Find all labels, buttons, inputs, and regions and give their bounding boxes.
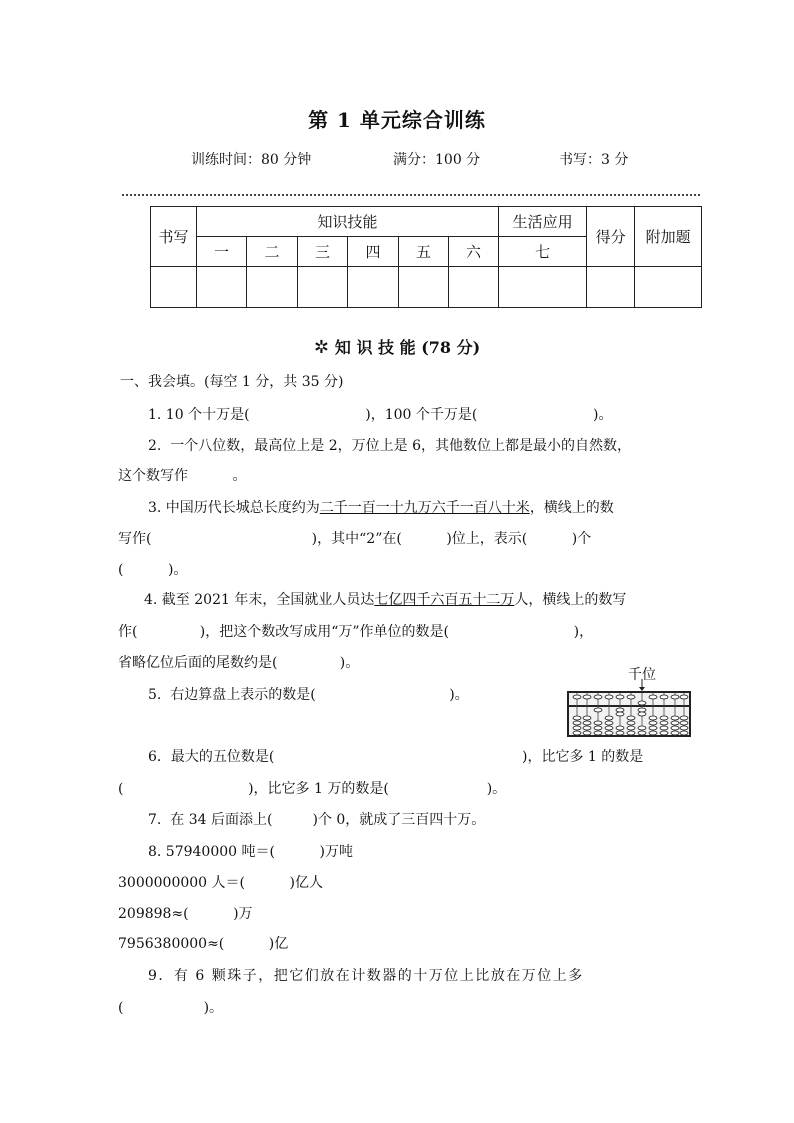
- q3-text-pre: 3. 中国历代长城总长度约为: [148, 500, 320, 516]
- training-time: 训练时间：80 分钟: [191, 152, 312, 168]
- q4-text-post: 人，横线上的数写: [514, 592, 627, 608]
- part1-heading: 一、我会填。(每空 1 分，共 35 分): [120, 374, 344, 390]
- question-9-line2: ( )。: [118, 1000, 224, 1016]
- question-2-line1: 2. 一个八位数，最高位上是 2，万位上是 6，其他数位上都是最小的自然数，: [148, 438, 631, 454]
- question-5: 5. 右边算盘上表示的数是( )。: [148, 687, 469, 703]
- header-zhishi: 知识技能: [197, 207, 499, 237]
- page-title: 第 1 单元综合训练: [308, 108, 486, 132]
- question-2-line2: 这个数写作 。: [118, 468, 247, 484]
- col-2: 二: [247, 237, 298, 267]
- question-4-line1: [144, 590, 626, 610]
- header-shuxie: 书写: [151, 207, 197, 267]
- question-7: 7. 在 34 后面添上( )个 0，就成了三百四十万。: [148, 812, 486, 828]
- score-cell[interactable]: [499, 267, 587, 308]
- question-6-line1-left: 6．最大的五位数是(: [148, 749, 275, 765]
- question-3-line1: [148, 498, 614, 518]
- question-6-line1-right: )，比它多 1 的数是: [522, 749, 644, 765]
- header-defen: 得分: [587, 207, 635, 267]
- question-8d: 7956380000≈( )亿: [118, 936, 289, 952]
- score-cell[interactable]: [635, 267, 702, 308]
- section-title-text: 知 识 技 能 (78 分): [334, 338, 481, 357]
- score-cell[interactable]: [399, 267, 449, 308]
- flower-icon: ✲: [313, 337, 329, 358]
- q3-text-post: ，横线上的数: [529, 500, 614, 516]
- header-shenghuo: 生活应用: [499, 207, 587, 237]
- question-8c: 209898≈( )万: [118, 906, 253, 922]
- dotted-divider: [122, 194, 700, 196]
- writing-score: 书写：3 分: [559, 152, 629, 168]
- col-4: 四: [348, 237, 399, 267]
- score-cell[interactable]: [197, 267, 247, 308]
- score-table: [150, 206, 702, 308]
- full-score: 满分：100 分: [393, 152, 481, 168]
- question-8b: 3000000000 人＝( )亿人: [118, 875, 323, 891]
- abacus-icon: [567, 676, 692, 738]
- question-1: 1. 10 个十万是( )，100 个千万是( )。: [148, 407, 613, 423]
- col-6: 六: [449, 237, 499, 267]
- q3-underlined: 二千一百一十九万六千一百八十米: [319, 500, 530, 516]
- question-4-line3: 省略亿位后面的尾数约是( )。: [118, 655, 360, 671]
- question-3-line3: ( )。: [118, 562, 188, 578]
- abacus-label: 千位: [628, 667, 656, 683]
- score-cell[interactable]: [151, 267, 197, 308]
- q4-underlined: 七亿四千六百五十二万: [374, 592, 515, 608]
- header-fujia: 附加题: [635, 207, 702, 267]
- score-cell[interactable]: [449, 267, 499, 308]
- question-3-line2: 写作( )，其中“2”在( )位上，表示( )个: [118, 531, 592, 547]
- section-heading: [0, 335, 794, 358]
- col-1: 一: [197, 237, 247, 267]
- col-5: 五: [399, 237, 449, 267]
- col-7: 七: [499, 237, 587, 267]
- question-9-line1: 9．有 6 颗珠子，把它们放在计数器的十万位上比放在万位上多: [148, 968, 584, 984]
- score-cell[interactable]: [247, 267, 298, 308]
- col-3: 三: [298, 237, 348, 267]
- score-cell[interactable]: [298, 267, 348, 308]
- q4-text-pre: 4. 截至 2021 年末，全国就业人员达: [144, 592, 375, 608]
- question-8a: 8. 57940000 吨＝( )万吨: [148, 844, 353, 860]
- question-6-line2: ( )，比它多 1 万的数是( )。: [118, 781, 507, 797]
- score-cell[interactable]: [587, 267, 635, 308]
- score-cell[interactable]: [348, 267, 399, 308]
- question-4-line2: 作( )，把这个数改写成用“万”作单位的数是( )，: [118, 624, 594, 640]
